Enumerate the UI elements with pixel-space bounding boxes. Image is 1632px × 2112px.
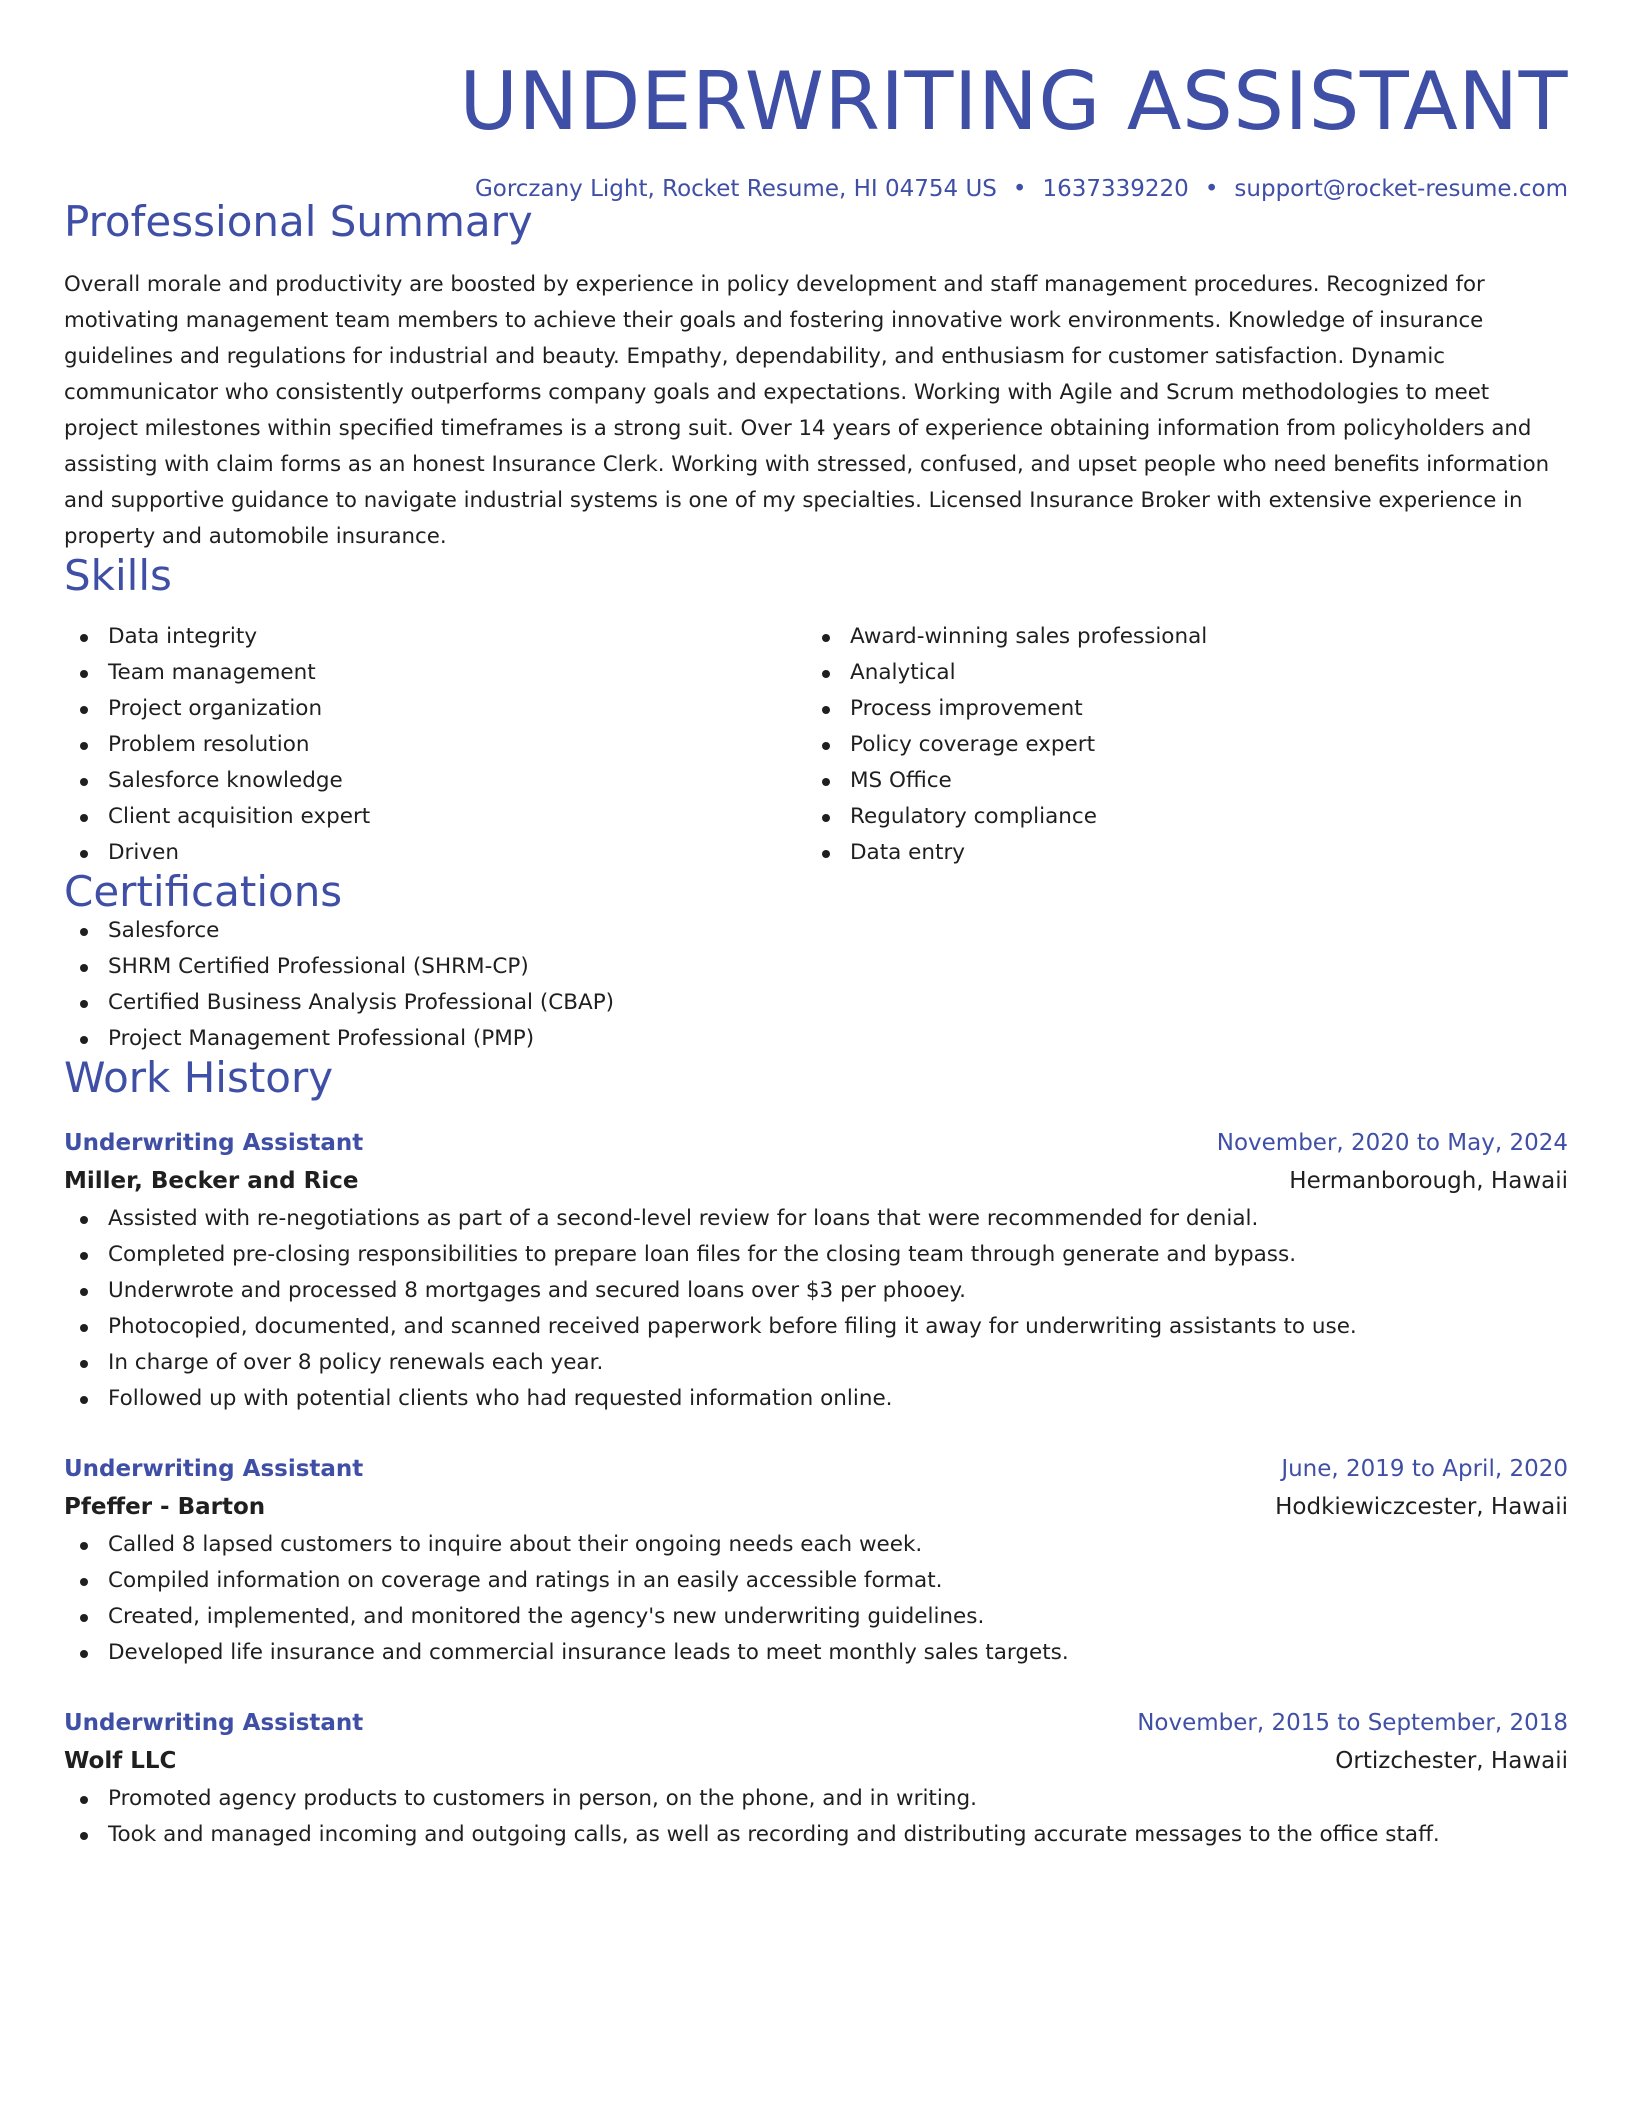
skill-item: Driven xyxy=(64,835,806,871)
skill-item: Process improvement xyxy=(806,691,1548,727)
job-header xyxy=(64,1125,1568,1161)
summary-heading: Professional Summary xyxy=(64,197,533,246)
job-bullet: Promoted agency products to customers in person, on the phone, and in writing. xyxy=(64,1781,1568,1817)
job-entry xyxy=(64,1451,1568,1671)
certification-item: SHRM Certified Professional (SHRM-CP) xyxy=(64,949,1568,985)
job-bullet: In charge of over 8 policy renewals each year. xyxy=(64,1345,1568,1381)
skill-item: Client acquisition expert xyxy=(64,799,806,835)
job-title: Underwriting Assistant xyxy=(64,1130,364,1156)
job-dates: June, 2019 to April, 2020 xyxy=(1281,1456,1568,1482)
job-company: Wolf LLC xyxy=(64,1748,177,1774)
job-entry xyxy=(64,1125,1568,1417)
job-title: Underwriting Assistant xyxy=(64,1456,364,1482)
skill-item: Problem resolution xyxy=(64,727,806,763)
job-bullet: Underwrote and processed 8 mortgages and secured loans over $3 per phooey. xyxy=(64,1273,1568,1309)
certification-item: Project Management Professional (PMP) xyxy=(64,1021,1568,1057)
job-bullet: Created, implemented, and monitored the agency's new underwriting guidelines. xyxy=(64,1599,1568,1635)
skill-item: Data integrity xyxy=(64,619,806,655)
certification-item: Certified Business Analysis Professional (CBAP) xyxy=(64,985,1568,1021)
skills-list-right xyxy=(806,619,1548,871)
job-bullet: Completed pre-closing responsibilities to prepare loan files for the closing team through generate and bypass. xyxy=(64,1237,1568,1273)
job-dates: November, 2015 to September, 2018 xyxy=(1137,1710,1568,1736)
job-title: Underwriting Assistant xyxy=(64,1710,364,1736)
job-location: Ortizchester, Hawaii xyxy=(1335,1748,1568,1774)
certifications-heading: Certifications xyxy=(64,867,343,916)
job-bullets xyxy=(64,1201,1568,1417)
resume-page xyxy=(64,0,1568,1853)
skill-item: Analytical xyxy=(806,655,1548,691)
skills-list-left xyxy=(64,619,806,871)
job-company: Miller, Becker and Rice xyxy=(64,1168,359,1194)
work-history-heading: Work History xyxy=(64,1053,334,1102)
job-bullets xyxy=(64,1781,1568,1853)
skills-columns xyxy=(64,619,1568,871)
job-bullet: Photocopied, documented, and scanned received paperwork before filing it away for underwriting assistants to use. xyxy=(64,1309,1568,1345)
skill-item: Award-winning sales professional xyxy=(806,619,1548,655)
job-company: Pfeffer - Barton xyxy=(64,1494,266,1520)
job-entry xyxy=(64,1705,1568,1853)
job-bullet: Followed up with potential clients who had requested information online. xyxy=(64,1381,1568,1417)
certification-item: Salesforce xyxy=(64,913,1568,949)
certifications-list xyxy=(64,913,1568,1057)
job-subheader xyxy=(64,1161,1568,1201)
contact-separator: • xyxy=(1204,176,1219,202)
contact-address: Gorczany Light, Rocket Resume, HI 04754 US xyxy=(474,176,997,202)
job-subheader xyxy=(64,1487,1568,1527)
job-bullet: Took and managed incoming and outgoing calls, as well as recording and distributing accurate messages to the office staff. xyxy=(64,1817,1568,1853)
job-bullet: Assisted with re-negotiations as part of a second-level review for loans that were recommended for denial. xyxy=(64,1201,1568,1237)
job-subheader xyxy=(64,1741,1568,1781)
skills-heading: Skills xyxy=(64,551,172,600)
contact-phone: 1637339220 xyxy=(1042,176,1189,202)
job-dates: November, 2020 to May, 2024 xyxy=(1216,1130,1568,1156)
skill-item: Project organization xyxy=(64,691,806,727)
skill-item: Data entry xyxy=(806,835,1548,871)
contact-separator: • xyxy=(1012,176,1027,202)
skill-item: Team management xyxy=(64,655,806,691)
skill-item: Salesforce knowledge xyxy=(64,763,806,799)
skill-item: Policy coverage expert xyxy=(806,727,1548,763)
job-location: Hodkiewiczcester, Hawaii xyxy=(1275,1494,1568,1520)
job-bullet: Called 8 lapsed customers to inquire about their ongoing needs each week. xyxy=(64,1527,1568,1563)
job-location: Hermanborough, Hawaii xyxy=(1289,1168,1568,1194)
job-bullet: Compiled information on coverage and ratings in an easily accessible format. xyxy=(64,1563,1568,1599)
job-bullets xyxy=(64,1527,1568,1671)
page-title: UNDERWRITING ASSISTANT xyxy=(459,55,1568,148)
skill-item: MS Office xyxy=(806,763,1548,799)
job-bullet: Developed life insurance and commercial insurance leads to meet monthly sales targets. xyxy=(64,1635,1568,1671)
job-header xyxy=(64,1705,1568,1741)
job-header xyxy=(64,1451,1568,1487)
summary-text: Overall morale and productivity are boosted by experience in policy development and staff management procedures. Recognized for motivating management team members to achieve their goals and fostering innovative work environments. Knowledge of insurance guidelines and regulations for industrial and beauty. Empathy, dependability, and enthusiasm for customer satisfaction. Dynamic communicator who consistently outperforms company goals and expectations. Working with Agile and Scrum methodologies to meet project milestones within specified timeframes is a strong suit. Over 14 years of experience obtaining information from policyholders and assisting with claim forms as an honest Insurance Clerk. Working with stressed, confused, and upset people who need benefits information and supportive guidance to navigate industrial systems is one of my specialties. Licensed Insurance Broker with extensive experience in property and automobile insurance. xyxy=(64,272,1550,549)
contact-email: support@rocket-resume.com xyxy=(1234,176,1568,202)
skill-item: Regulatory compliance xyxy=(806,799,1548,835)
